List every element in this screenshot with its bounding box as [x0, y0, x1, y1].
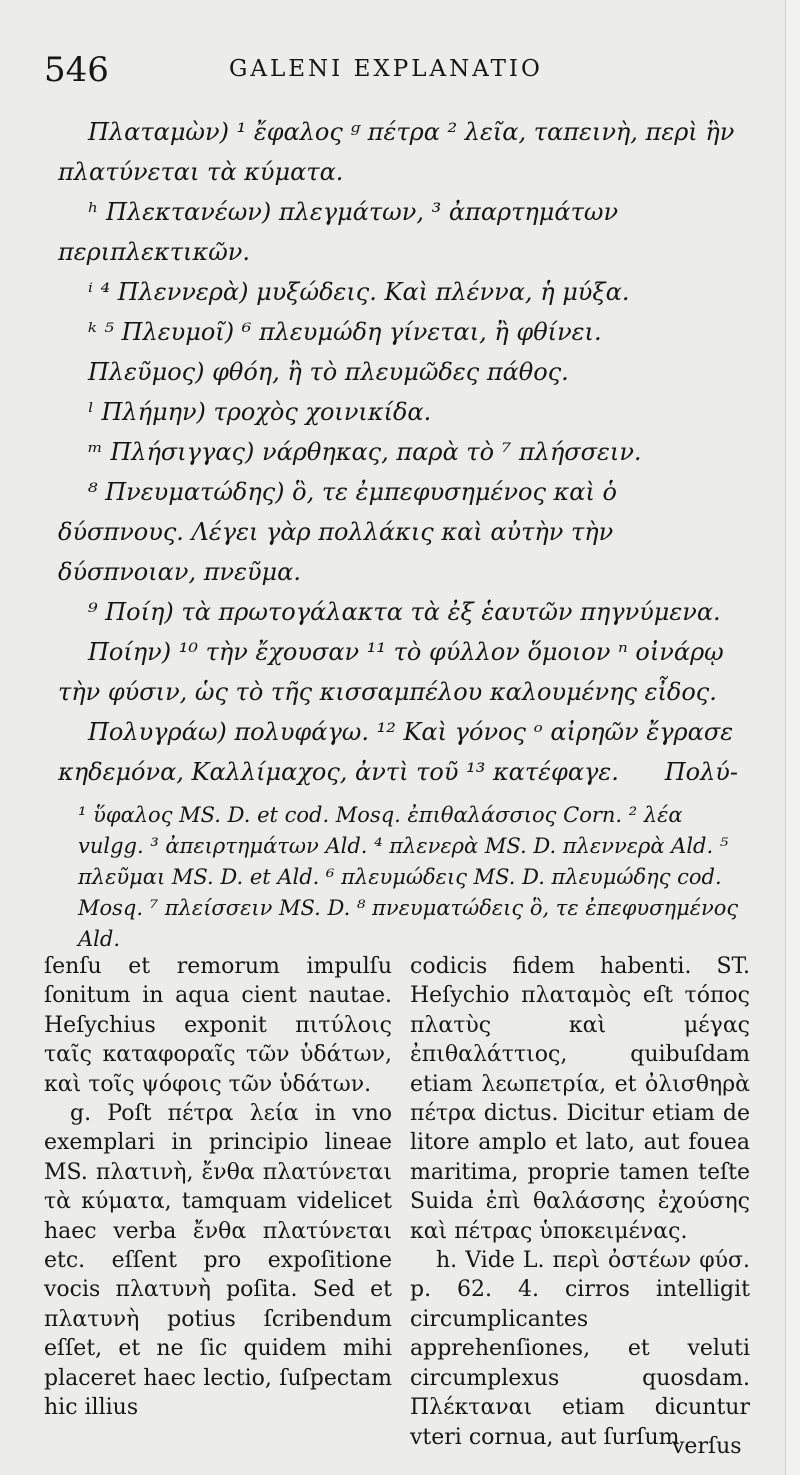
entry-plektaneon: ʰ Πλεκτανέων) πλεγμάτων, ³ ἀπαρτημάτων περιπλεκτικῶν. [58, 198, 619, 266]
running-head: GALENI EXPLANATIO [229, 56, 543, 82]
lexicon-entries [58, 112, 748, 792]
entry-pneumatodes: ⁸ Πνευματώδης) ὃ, τε ἐμπεφυσημένος καὶ ὁ δύσπνους. Λέγει γὰρ πολλάκις καὶ αὐτὴν τὴν δύσπνοιαν, πνεῦμα. [58, 478, 617, 586]
catchword: Πολύ- [664, 758, 738, 786]
entry-plemen: ˡ Πλήμην) τροχὸς χοινικίδα. [88, 398, 432, 426]
commentary-right-column [410, 952, 750, 1452]
entry-polygrao: Πολυγράω) πολυφάγω. ¹² Καὶ γόνος ᵒ αἰρηῶν ἔγρασε κηδεμόνα, Καλλίμαχος, ἀντὶ τοῦ ¹³ κατέφαγε. [58, 718, 734, 786]
entry-plennera: ⁱ ⁴ Πλεννερὰ) μυξώδεις. Καὶ πλέννα, ἡ μύξα. [88, 278, 630, 306]
entry-poie: ⁹ Ποίη) τὰ πρωτογάλακτα τὰ ἐξ ἑαυτῶν πηγνύμενα. [88, 598, 721, 626]
commentary-paragraph: ſenſu et remorum impulſu ſonitum in aqua cient nautae. Heſychius exponit πιτύλοις ταῖς καταφοραῖς τῶν ὑδάτων, καὶ τοῖς ψόφοις τῶν ὑδάτων. [44, 954, 392, 1097]
final-catchword: verſus [672, 1434, 742, 1459]
commentary-paragraph: g. Poſt πέτρα λεία in vno exemplari in principio lineae MS. πλατινὴ, ἔνθα πλατύνεται τὰ κύματα, tamquam videlicet haec verba ἔνθα πλατύνεται etc. eſſent pro expoſitione vocis πλατυνὴ poſita. Sed et πλατυνὴ potius ſcribendum eſſet, et ne ſic quidem mihi placeret haec lectio, ſuſpectam hic illius [44, 1101, 392, 1421]
entry-pleumoi: ᵏ ⁵ Πλευμοῖ) ⁶ πλευμώδη γίνεται, ἢ φθίνει. [88, 318, 602, 346]
entry-plesingas: ᵐ Πλήσιγγας) νάρθηκας, παρὰ τὸ ⁷ πλήσσειν. [88, 438, 642, 466]
page-header [44, 50, 744, 96]
commentary-left-column [44, 952, 392, 1423]
footnotes: ¹ ὕφαλος MS. D. et cod. Mosq. ἐπιθαλάσσιος Corn. ² λέα vulgg. ³ ἀπειρτημάτων Ald. ⁴ πλενερὰ MS. D. πλεννερὰ Ald. ⁵ πλεῦμαι MS. D. et Ald. ⁶ πλευμώδεις MS. D. πλευμώδης cod. Mosq. ⁷ πλείσσειν MS. D. ⁸ πνευματώδεις ὃ, τε ἐπεφυσημένος Ald. [78, 803, 739, 951]
entry-poien: Ποίην) ¹⁰ τὴν ἔχουσαν ¹¹ τὸ φύλλον ὅμοιον ⁿ οἰνάρῳ τὴν φύσιν, ὡς τὸ τῆς κισσαμπέλου καλουμένης εἶδος. [58, 638, 724, 706]
commentary-paragraph: h. Vide L. περὶ ὀστέων φύσ. p. 62. 4. cirros intelligit circumplicantes apprehenſiones, et veluti circumplexus quosdam. Πλέκταναι etiam dicuntur vteri cornua, aut ſurſum [410, 1248, 750, 1450]
commentary-paragraph: codicis fidem habenti. ST. Heſychio πλαταμὸς eſt τόπος πλατὺς καὶ μέγας ἐπιθαλάττιος, quibuſdam etiam λεωπετρία, et ὀλισθηρὰ πέτρα dictus. Dicitur etiam de litore amplo et lato, aut fouea maritima, proprie tamen teſte Suida ἐπὶ θαλάσσης ἐχούσης καὶ πέτρας ὑποκειμένας. [410, 954, 750, 1244]
page-number: 546 [44, 50, 109, 90]
page-edge [785, 0, 800, 1475]
entry-pleumos: Πλεῦμος) φθόη, ἢ τὸ πλευμῶδες πάθος. [88, 358, 569, 386]
entry-platamon: Πλαταμὼν) ¹ ἔφαλος ᵍ πέτρα ² λεῖα, ταπεινὴ, περὶ ἣν πλατύνεται τὰ κύματα. [58, 118, 735, 186]
